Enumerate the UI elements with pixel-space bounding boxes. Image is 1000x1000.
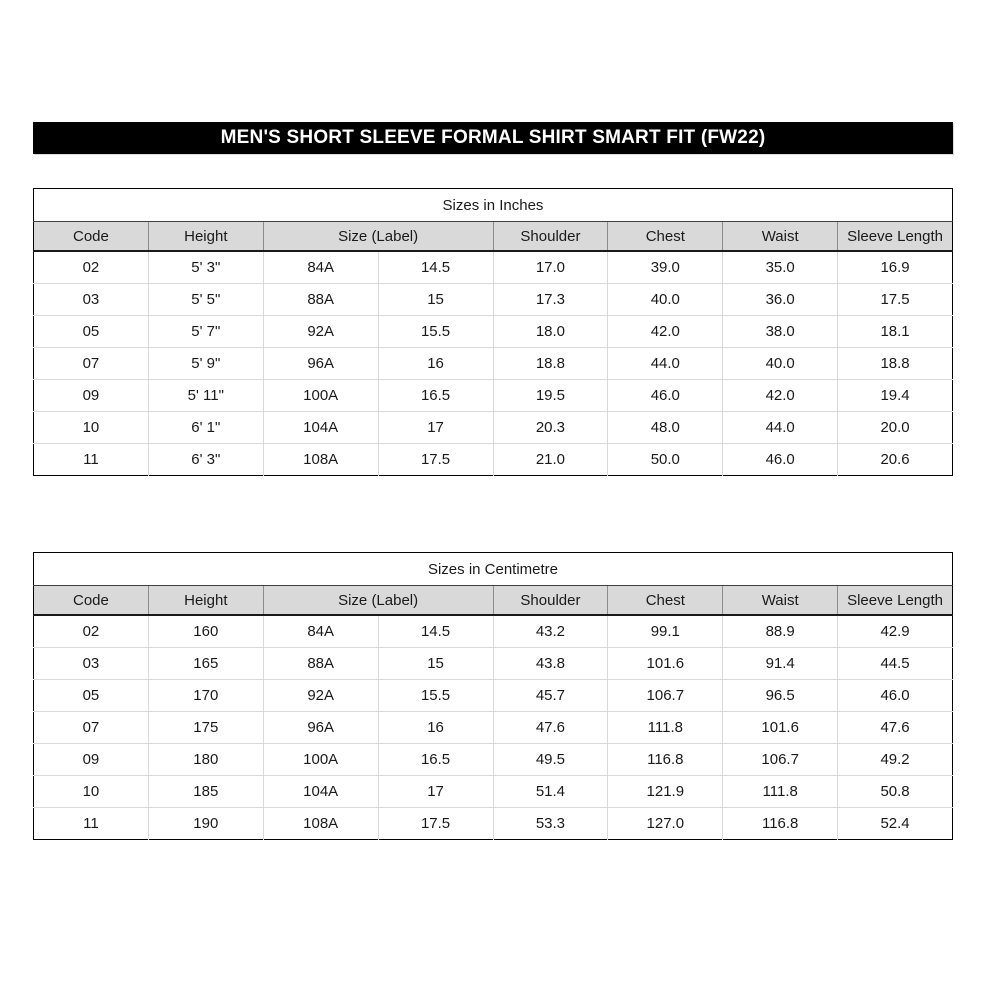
table-cell: 44.0 — [723, 412, 838, 444]
table-row — [34, 712, 953, 744]
table-cell: 104A — [263, 412, 378, 444]
table-cell: 16.9 — [838, 251, 953, 284]
table-cell: 05 — [34, 680, 149, 712]
table-caption-row — [34, 189, 953, 222]
table-cell: 116.8 — [723, 808, 838, 840]
table-cell: 99.1 — [608, 615, 723, 648]
column-header: Shoulder — [493, 222, 608, 252]
table-row — [34, 251, 953, 284]
table-cell: 111.8 — [608, 712, 723, 744]
table-cell: 49.2 — [838, 744, 953, 776]
table-cell: 6' 3" — [148, 444, 263, 476]
table-cell: 17.5 — [378, 444, 493, 476]
table-cell: 15.5 — [378, 316, 493, 348]
table-cell: 18.0 — [493, 316, 608, 348]
table-cell: 07 — [34, 348, 149, 380]
table-cell: 16.5 — [378, 744, 493, 776]
table-cell: 48.0 — [608, 412, 723, 444]
table-cell: 96A — [263, 348, 378, 380]
table-cell: 45.7 — [493, 680, 608, 712]
table-cell: 49.5 — [493, 744, 608, 776]
table-cell: 100A — [263, 744, 378, 776]
table-row — [34, 648, 953, 680]
table-cell: 16 — [378, 712, 493, 744]
table-row — [34, 316, 953, 348]
table-caption: Sizes in Inches — [34, 189, 953, 222]
table-cell: 15 — [378, 648, 493, 680]
table-cell: 15 — [378, 284, 493, 316]
column-header: Shoulder — [493, 586, 608, 616]
table-cell: 16 — [378, 348, 493, 380]
table-cell: 50.0 — [608, 444, 723, 476]
table-cell: 96A — [263, 712, 378, 744]
column-header: Size (Label) — [263, 222, 493, 252]
table-caption-row — [34, 553, 953, 586]
table-cell: 5' 5" — [148, 284, 263, 316]
table-cell: 16.5 — [378, 380, 493, 412]
table-cell: 165 — [148, 648, 263, 680]
document-content — [33, 0, 953, 840]
table-cell: 190 — [148, 808, 263, 840]
table-cell: 17 — [378, 776, 493, 808]
table-cell: 07 — [34, 712, 149, 744]
column-header: Height — [148, 222, 263, 252]
table-cell: 91.4 — [723, 648, 838, 680]
table-cell: 47.6 — [493, 712, 608, 744]
table-cell: 11 — [34, 444, 149, 476]
table-cell: 11 — [34, 808, 149, 840]
table-cell: 6' 1" — [148, 412, 263, 444]
table-cell: 18.8 — [838, 348, 953, 380]
table-row — [34, 348, 953, 380]
table-cell: 88.9 — [723, 615, 838, 648]
table-cell: 09 — [34, 744, 149, 776]
column-header: Code — [34, 586, 149, 616]
table-cell: 111.8 — [723, 776, 838, 808]
column-header: Chest — [608, 222, 723, 252]
table-cell: 39.0 — [608, 251, 723, 284]
table-cell: 160 — [148, 615, 263, 648]
table-cell: 42.9 — [838, 615, 953, 648]
table-cell: 42.0 — [608, 316, 723, 348]
table-cell: 44.0 — [608, 348, 723, 380]
column-header: Sleeve Length — [838, 586, 953, 616]
table-cell: 88A — [263, 284, 378, 316]
column-header: Size (Label) — [263, 586, 493, 616]
table-cell: 84A — [263, 615, 378, 648]
table-cell: 88A — [263, 648, 378, 680]
table-cell: 47.6 — [838, 712, 953, 744]
table-cell: 106.7 — [723, 744, 838, 776]
column-header: Waist — [723, 222, 838, 252]
table-cell: 05 — [34, 316, 149, 348]
table-cell: 15.5 — [378, 680, 493, 712]
table-cell: 101.6 — [723, 712, 838, 744]
table-cell: 20.3 — [493, 412, 608, 444]
table-cell: 121.9 — [608, 776, 723, 808]
table-cell: 106.7 — [608, 680, 723, 712]
table-cell: 5' 7" — [148, 316, 263, 348]
table-cell: 17.5 — [838, 284, 953, 316]
inches-size-table — [33, 188, 953, 476]
table-cell: 185 — [148, 776, 263, 808]
table-cell: 36.0 — [723, 284, 838, 316]
table-row — [34, 808, 953, 840]
table-cell: 46.0 — [608, 380, 723, 412]
table-cell: 96.5 — [723, 680, 838, 712]
table-cell: 38.0 — [723, 316, 838, 348]
table-cell: 17.3 — [493, 284, 608, 316]
table-cell: 52.4 — [838, 808, 953, 840]
table-header-row — [34, 222, 953, 252]
table-cell: 02 — [34, 615, 149, 648]
table-cell: 18.1 — [838, 316, 953, 348]
table-cell: 53.3 — [493, 808, 608, 840]
table-cell: 46.0 — [723, 444, 838, 476]
table-cell: 44.5 — [838, 648, 953, 680]
table-cell: 14.5 — [378, 251, 493, 284]
table-row — [34, 380, 953, 412]
column-header: Height — [148, 586, 263, 616]
table-cell: 46.0 — [838, 680, 953, 712]
table-cell: 10 — [34, 412, 149, 444]
table-cell: 170 — [148, 680, 263, 712]
table-cell: 104A — [263, 776, 378, 808]
table-cell: 101.6 — [608, 648, 723, 680]
table-row — [34, 776, 953, 808]
table-cell: 5' 11" — [148, 380, 263, 412]
table-cell: 92A — [263, 316, 378, 348]
page-title: MEN'S SHORT SLEEVE FORMAL SHIRT SMART FIT (FW22) — [220, 127, 766, 148]
column-header: Code — [34, 222, 149, 252]
table-cell: 92A — [263, 680, 378, 712]
table-row — [34, 744, 953, 776]
title-banner — [33, 122, 953, 154]
table-cell: 20.0 — [838, 412, 953, 444]
table-cell: 17 — [378, 412, 493, 444]
table-cell: 19.5 — [493, 380, 608, 412]
table-cell: 19.4 — [838, 380, 953, 412]
table-cell: 14.5 — [378, 615, 493, 648]
table-cell: 18.8 — [493, 348, 608, 380]
table-cell: 35.0 — [723, 251, 838, 284]
table-cell: 127.0 — [608, 808, 723, 840]
table-cell: 09 — [34, 380, 149, 412]
table-cell: 43.2 — [493, 615, 608, 648]
table-cell: 108A — [263, 808, 378, 840]
table-cell: 17.5 — [378, 808, 493, 840]
table-cell: 10 — [34, 776, 149, 808]
table-cell: 20.6 — [838, 444, 953, 476]
table-cell: 108A — [263, 444, 378, 476]
table-header-row — [34, 586, 953, 616]
table-row — [34, 680, 953, 712]
table-cell: 02 — [34, 251, 149, 284]
table-row — [34, 444, 953, 476]
table-cell: 100A — [263, 380, 378, 412]
table-cell: 180 — [148, 744, 263, 776]
table-cell: 116.8 — [608, 744, 723, 776]
column-header: Sleeve Length — [838, 222, 953, 252]
table-cell: 21.0 — [493, 444, 608, 476]
column-header: Waist — [723, 586, 838, 616]
table-caption: Sizes in Centimetre — [34, 553, 953, 586]
table-cell: 42.0 — [723, 380, 838, 412]
table-cell: 43.8 — [493, 648, 608, 680]
table-cell: 51.4 — [493, 776, 608, 808]
table-row — [34, 615, 953, 648]
table-cell: 84A — [263, 251, 378, 284]
table-cell: 40.0 — [608, 284, 723, 316]
table-cell: 17.0 — [493, 251, 608, 284]
table-cell: 40.0 — [723, 348, 838, 380]
column-header: Chest — [608, 586, 723, 616]
table-row — [34, 284, 953, 316]
table-cell: 03 — [34, 284, 149, 316]
table-cell: 03 — [34, 648, 149, 680]
centimetre-size-table — [33, 552, 953, 840]
table-row — [34, 412, 953, 444]
table-cell: 5' 3" — [148, 251, 263, 284]
table-cell: 50.8 — [838, 776, 953, 808]
table-cell: 5' 9" — [148, 348, 263, 380]
table-cell: 175 — [148, 712, 263, 744]
